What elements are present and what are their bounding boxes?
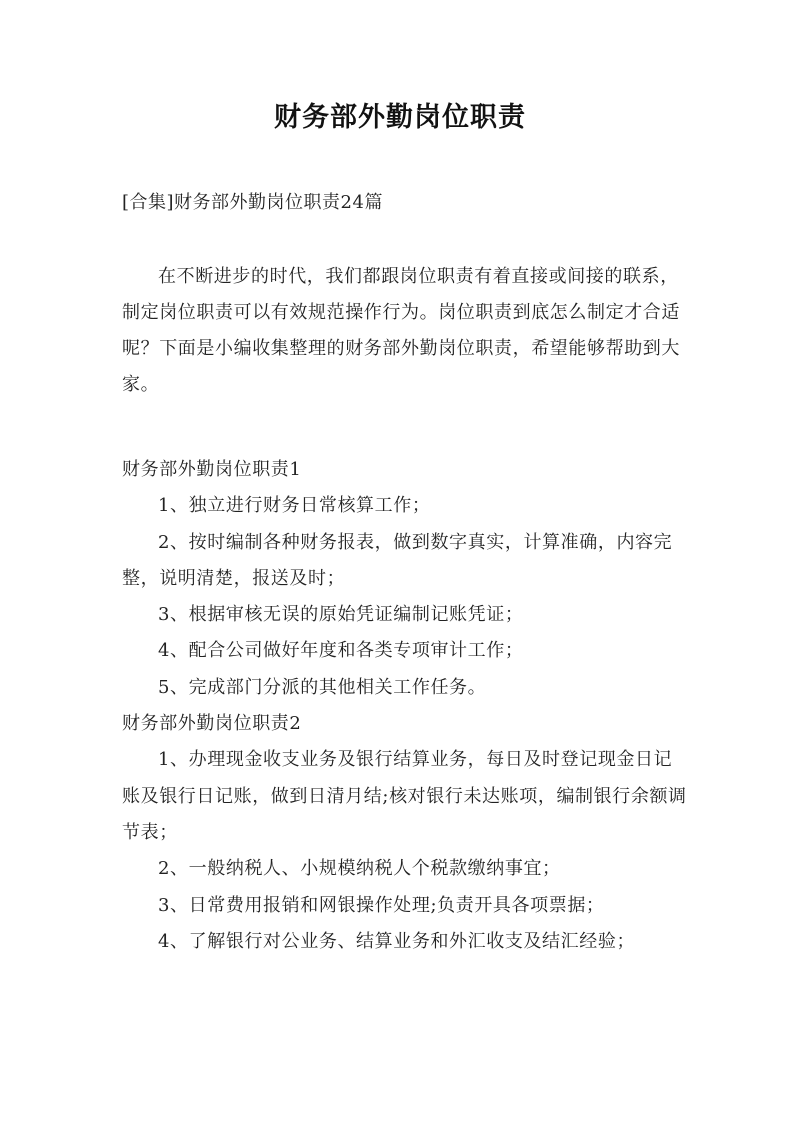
list-item: 2、按时编制各种财务报表，做到数字真实，计算准确，内容完整，说明清楚，报送及时； [122, 531, 673, 589]
section-heading: 财务部外勤岗位职责1 [122, 459, 302, 480]
intro-paragraph: 在不断进步的时代，我们都跟岗位职责有着直接或间接的联系，制定岗位职责可以有效规范操作行为。岗位职责到底怎么制定才合适呢？下面是小编收集整理的财务部外勤岗位职责，希望能够帮助到大家。 [122, 266, 680, 395]
document-subtitle: [合集]财务部外勤岗位职责24篇 [122, 192, 383, 213]
section-heading: 财务部外勤岗位职责2 [122, 713, 302, 735]
list-item: 3、根据审核无误的原始凭证编制记账凭证； [158, 604, 524, 626]
list-item: 4、配合公司做好年度和各类专项审计工作； [158, 640, 524, 662]
document-body [122, 452, 688, 960]
list-item: 1、独立进行财务日常核算工作； [158, 495, 431, 517]
list-item: 1、办理现金收支业务及银行结算业务，每日及时登记现金日记账及银行日记账，做到日清月结;核对银行未达账项，编制银行余额调节表； [122, 749, 687, 843]
list-item: 2、一般纳税人、小规模纳税人个税款缴纳事宜； [158, 858, 561, 880]
list-item: 3、日常费用报销和网银操作处理;负责开具各项票据； [158, 894, 605, 916]
list-item: 4、了解银行对公业务、结算业务和外汇收支及结汇经验； [158, 930, 636, 952]
intro-block [122, 259, 688, 403]
list-item: 5、完成部门分派的其他相关工作任务。 [158, 676, 487, 698]
section-1 [122, 452, 688, 706]
section-2 [122, 706, 688, 960]
document-title: 财务部外勤岗位职责 [274, 102, 526, 133]
